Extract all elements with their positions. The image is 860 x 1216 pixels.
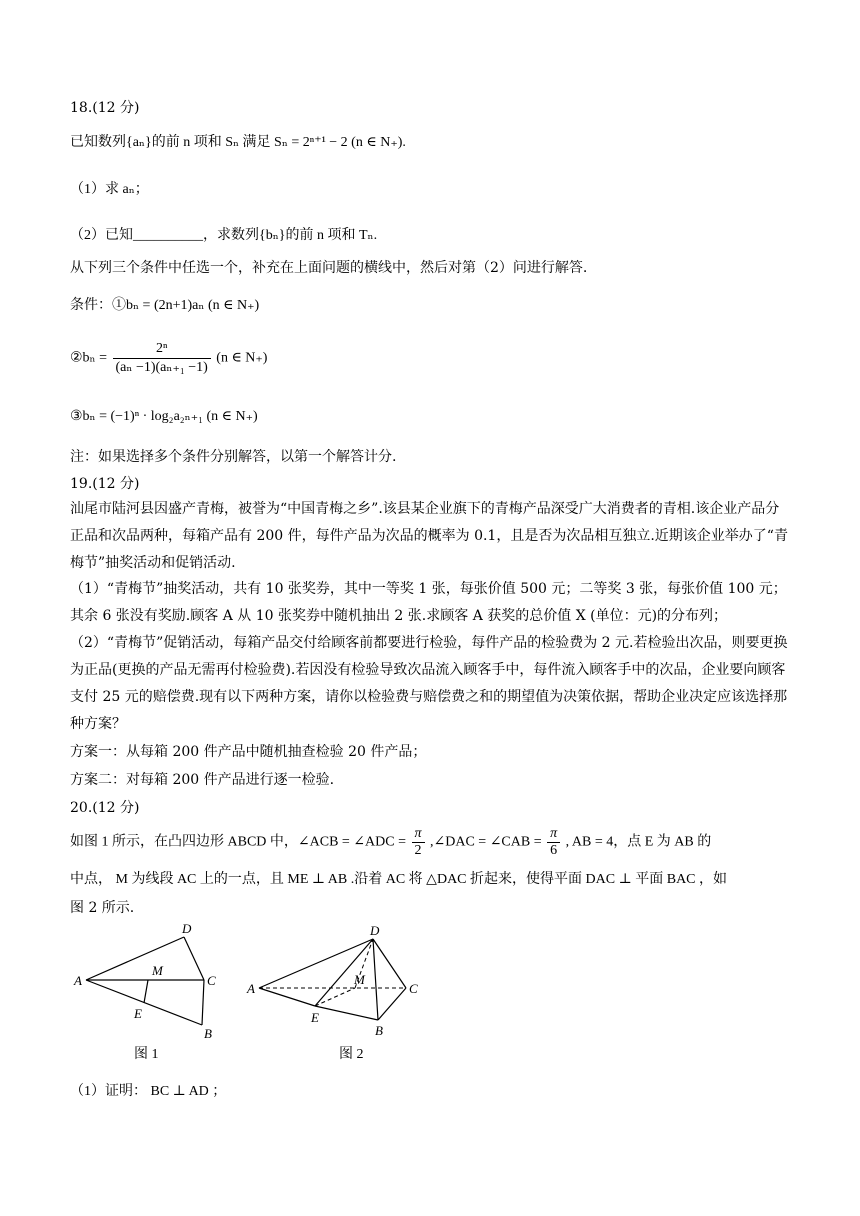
q19-part1: （1）“青梅节”抽奖活动，共有 10 张奖券，其中一等奖 1 张，每张价值 500 元；二等奖 3 张，每张价值 100 元；其余 6 张没有奖励.顾客 A 从 10 张奖券中随机抽出 2 张.求顾客 A 获奖的总价值 X (单位：元)的分布列； xyxy=(70,581,787,624)
fig2-edge-bc xyxy=(378,988,406,1020)
pi-over-6-fraction xyxy=(547,826,560,859)
fig2-hidden-em xyxy=(315,988,355,1006)
q18-part2: （2）已知__________，求数列{bₙ}的前 n 项和 Tₙ. xyxy=(70,228,378,243)
q20-stem-line2: 中点， M 为线段 AC 上的一点，且 ME ⊥ AB .沿着 AC 将 △DAC 折起来，使得平面 DAC ⊥ 平面 BAC ，如 xyxy=(70,872,728,887)
q19-plan-2: 方案二：对每箱 200 件产品进行逐一检验. xyxy=(70,772,335,788)
fig1-label-a: A xyxy=(74,973,82,988)
fig2-label-e: E xyxy=(311,1010,319,1025)
fig1-label-b: B xyxy=(204,1026,212,1041)
q19-part2: （2）“青梅节”促销活动，每箱产品交付给顾客前都要进行检验，每件产品的检验费为 2 元.若检验出次品，则要更换为正品(更换的产品无需再付检验费).若因没有检验导致次品流入顾客手中，每件流入顾客手中的次品，企业要向顾客支付 25 元的赔偿费.现有以下两种方案，请你以检验费与赔偿费之和的期望值为决策依据，帮助企业决定应该选择那种方案？ xyxy=(70,635,788,732)
figure-2 xyxy=(245,918,435,1068)
fig2-label-c: C xyxy=(409,981,418,996)
q18-part1: （1）求 aₙ； xyxy=(70,182,149,197)
fig2-edge-dc xyxy=(373,939,406,988)
q19-paragraph: 汕尾市陆河县因盛产青梅，被誉为“中国青梅之乡”.该县某企业旗下的青梅产品深受广大消费者的青相.该企业产品分正品和次品两种，每箱产品有 200 件，每件产品为次品的概率为 0.1，且是否为次品相互独立.近期该企业举办了“青梅节”抽奖活动和促销活动. xyxy=(70,501,788,571)
q20-part1: （1）证明： BC ⊥ AD ； xyxy=(70,1084,227,1099)
cond2-numerator: 2ⁿ xyxy=(113,340,211,359)
pi-numerator: π xyxy=(412,826,425,843)
pi-numerator-2: π xyxy=(547,826,560,843)
pi-over-2-fraction xyxy=(412,826,425,859)
q18-instruction: 从下列三个条件中任选一个，补充在上面问题的横线中，然后对第（2）问进行解答. xyxy=(70,260,588,276)
q18-condition-2 xyxy=(70,340,267,377)
fig2-label-m: M xyxy=(354,972,365,987)
cond2-label: ②bₙ = xyxy=(70,350,108,366)
q18-condition-3: ③bₙ = (−1)ⁿ · log₂a₂ₙ₊₁ (n ∈ N₊) xyxy=(70,409,258,424)
six-denominator: 6 xyxy=(550,843,558,858)
q18-note: 注：如果选择多个条件分别解答，以第一个解答计分. xyxy=(70,449,397,465)
q20-stem-a: 如图 1 所示，在凸四边形 ABCD 中，∠ACB = ∠ADC = xyxy=(70,834,406,850)
fig1-label-m: M xyxy=(152,963,163,978)
fig1-edge-cb xyxy=(202,980,204,1025)
cond2-tail: (n ∈ N₊) xyxy=(216,350,268,366)
q20-header: 20.(12 分) xyxy=(70,800,140,816)
q20-stem-line3: 图 2 所示. xyxy=(70,900,135,916)
q20-stem-c: , AB = 4，点 E 为 AB 的 xyxy=(565,834,712,850)
fig1-caption: 图 1 xyxy=(134,1047,159,1062)
fig1-label-e: E xyxy=(134,1006,142,1021)
two-denominator: 2 xyxy=(414,843,422,858)
fig1-edge-ad xyxy=(86,937,184,980)
fig1-segment-me xyxy=(144,980,148,1003)
figure-1 xyxy=(60,918,240,1068)
fig1-label-d: D xyxy=(182,921,192,936)
cond2-fraction xyxy=(113,340,211,377)
q20-stem-line1 xyxy=(70,826,711,859)
q19-header: 19.(12 分) xyxy=(70,476,140,492)
fig1-label-c: C xyxy=(207,973,216,988)
fig2-edge-db xyxy=(373,939,378,1020)
q19-plan-1: 方案一：从每箱 200 件产品中随机抽查检验 20 件产品； xyxy=(70,744,427,760)
q20-stem-b: ,∠DAC = ∠CAB = xyxy=(430,834,542,850)
fig2-label-a: A xyxy=(247,981,255,996)
q18-stem: 已知数列{aₙ}的前 n 项和 Sₙ 满足 Sₙ = 2ⁿ⁺¹ − 2 (n ∈ N₊). xyxy=(70,135,406,150)
fig2-edge-eb xyxy=(315,1006,378,1020)
fig1-edge-dc xyxy=(184,937,204,980)
cond2-denominator: (aₙ −1)(aₙ₊₁ −1) xyxy=(115,360,208,375)
q18-condition-1: 条件：①bₙ = (2n+1)aₙ (n ∈ N₊) xyxy=(70,298,260,313)
fig2-caption: 图 2 xyxy=(339,1047,364,1062)
fig2-edge-ae xyxy=(259,988,315,1006)
q18-header: 18.(12 分) xyxy=(70,100,140,116)
fig2-label-b: B xyxy=(375,1023,383,1038)
fig2-label-d: D xyxy=(370,923,380,938)
